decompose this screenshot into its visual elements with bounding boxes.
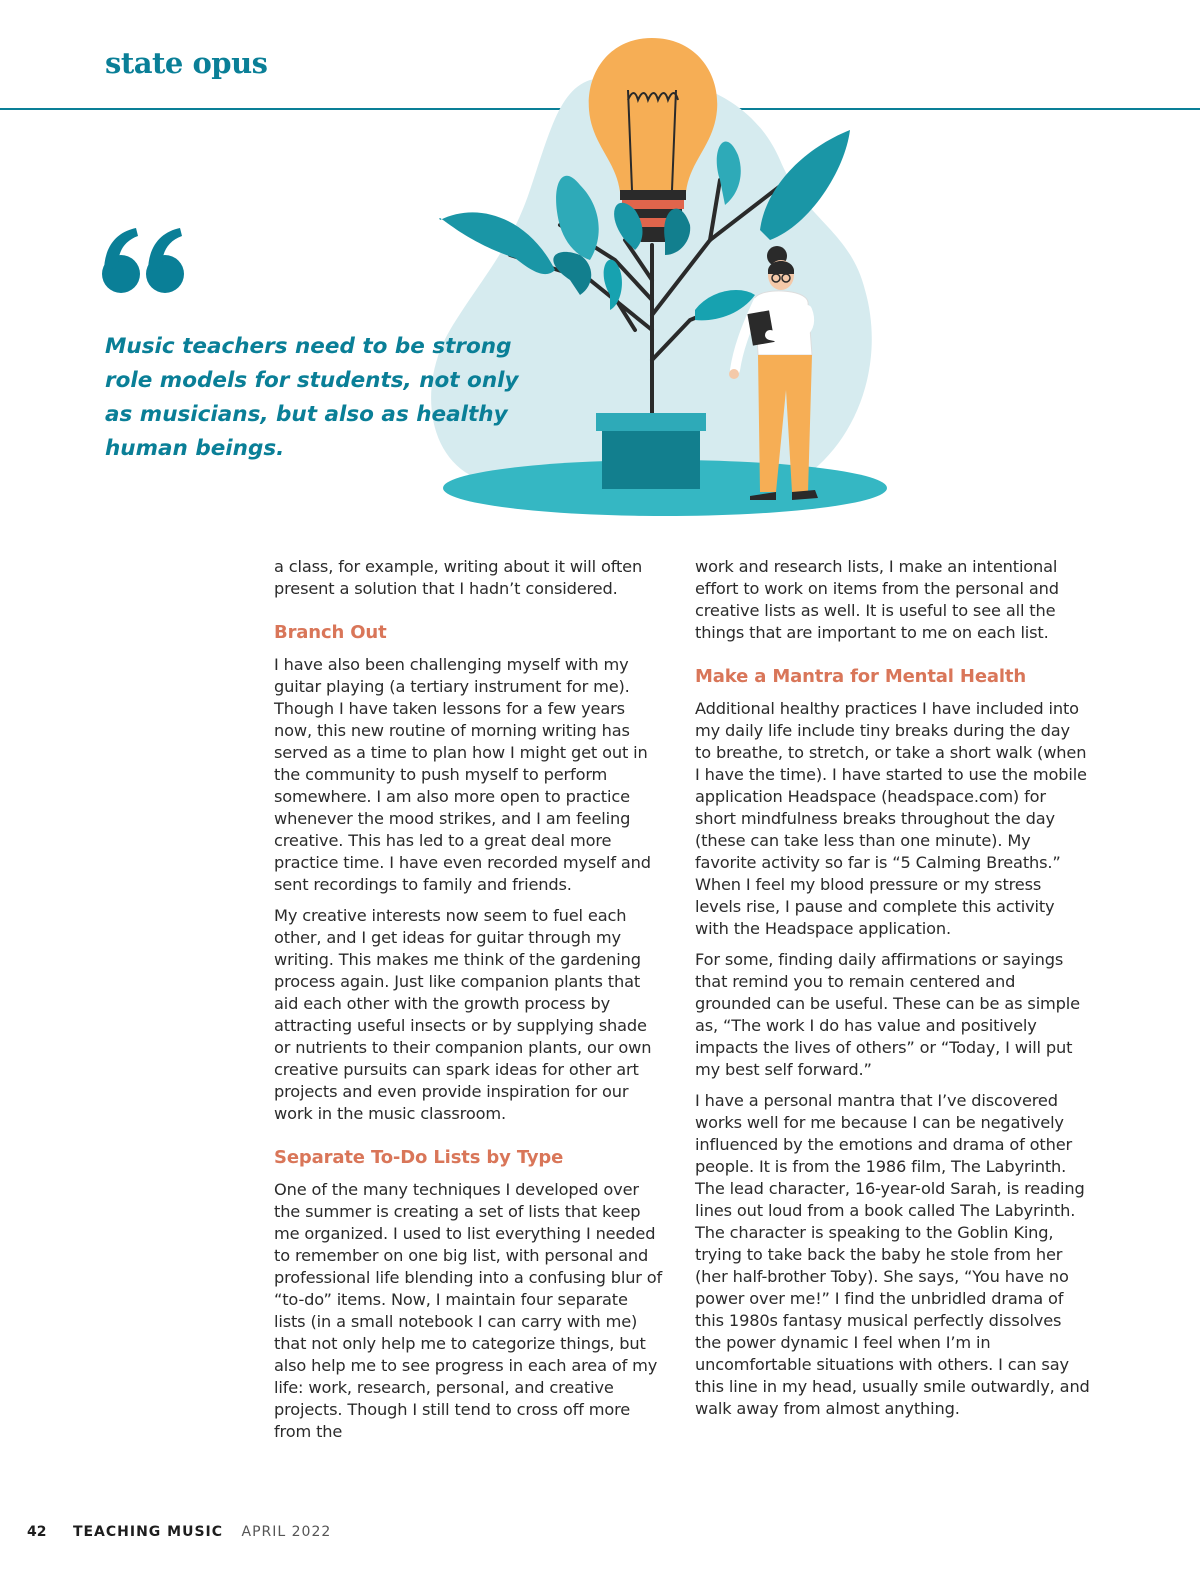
pull-quote: Music teachers need to be strong role models for students, not only as musicians, but also as healthy human beings. (105, 334, 519, 461)
section-heading: Make a Mantra for Mental Health (695, 666, 1027, 687)
body-paragraph: I have also been challenging myself with my guitar playing (a tertiary instrument for me). Though I have taken lessons for a few years now, this new routine of morning writing has served as a time to plan how I might get out in the community to push myself to perform somewhere. I am also more open to practice whenever the mood strikes, and I am feeling creative. This has led to a great deal more practice time. I have even recorded myself and sent recordings to family and friends. (274, 655, 651, 894)
body-paragraph: work and research lists, I make an intentional effort to work on items from the personal and creative lists as well. It is useful to see all the things that are important to me on each list. (695, 557, 1059, 642)
body-paragraph: My creative interests now seem to fuel each other, and I get ideas for guitar through my writing. This makes me think of the gardening process again. Just like companion plants that aid each other with the growth process by attracting useful insects or by supplying shade or nutrients to their companion plants, our own creative pursuits can spark ideas for other art projects and even provide inspiration for our work in the music classroom. (274, 906, 652, 1123)
body-paragraph: Additional healthy practices I have included into my daily life include tiny breaks during the day to breathe, to stretch, or take a short walk (when I have the time). I have started to use the mobile application Headspace (headspace.com) for short mindfulness breaks throughout the day (these can take less than one minute). My favorite activity so far is “5 Calming Breaths.” When I feel my blood pressure or my stress levels rise, I pause and complete this activity with the Headspace application. (695, 699, 1087, 938)
section-title: state opus (105, 46, 268, 80)
magazine-name: TEACHING MUSIC (72, 1524, 224, 1540)
page-footer (27, 1524, 331, 1540)
issue-date: APRIL 2022 (241, 1524, 332, 1540)
body-paragraph: I have a personal mantra that I’ve discovered works well for me because I can be negatively influenced by the emotions and drama of other people. It is from the 1986 film, The Labyrinth. The lead character, 16-year-old Sarah, is reading lines out loud from a book called The Labyrinth. The character is speaking to the Goblin King, trying to take back the baby he stole from her (her half-brother Toby). She says, “You have no power over me!” I find the unbridled drama of this 1980s fantasy musical perfectly dissolves the power dynamic I feel when I’m in uncomfortable situations with others. I can say this line in my head, usually smile outwardly, and walk away from almost anything. (695, 1091, 1090, 1418)
body-paragraph: For some, finding daily affirmations or sayings that remind you to remain centered and grounded can be useful. These can be as simple as, “The work I do has value and positively impacts the lives of others” or “Today, I will put my best self forward.” (695, 950, 1080, 1079)
article-column-left (274, 556, 664, 1452)
article-column-right (695, 556, 1090, 1429)
section-heading: Branch Out (274, 622, 387, 643)
body-paragraph: One of the many techniques I developed over the summer is creating a set of lists that keep me organized. I used to list everything I needed to remember on one big list, with personal and professional life blending into a confusing blur of “to-do” items. Now, I maintain four separate lists (in a small notebook I can carry with me) that not only help me to categorize things, but also help me to see progress in each area of my life: work, research, personal, and creative projects. Though I still tend to cross off more from the (274, 1180, 663, 1441)
body-paragraph: a class, for example, writing about it will often present a solution that I hadn’t considered. (274, 557, 643, 598)
page-number: 42 (27, 1524, 47, 1540)
section-heading: Separate To-Do Lists by Type (274, 1147, 564, 1168)
quote-mark-icon (102, 226, 186, 296)
plant-pot (596, 413, 706, 489)
